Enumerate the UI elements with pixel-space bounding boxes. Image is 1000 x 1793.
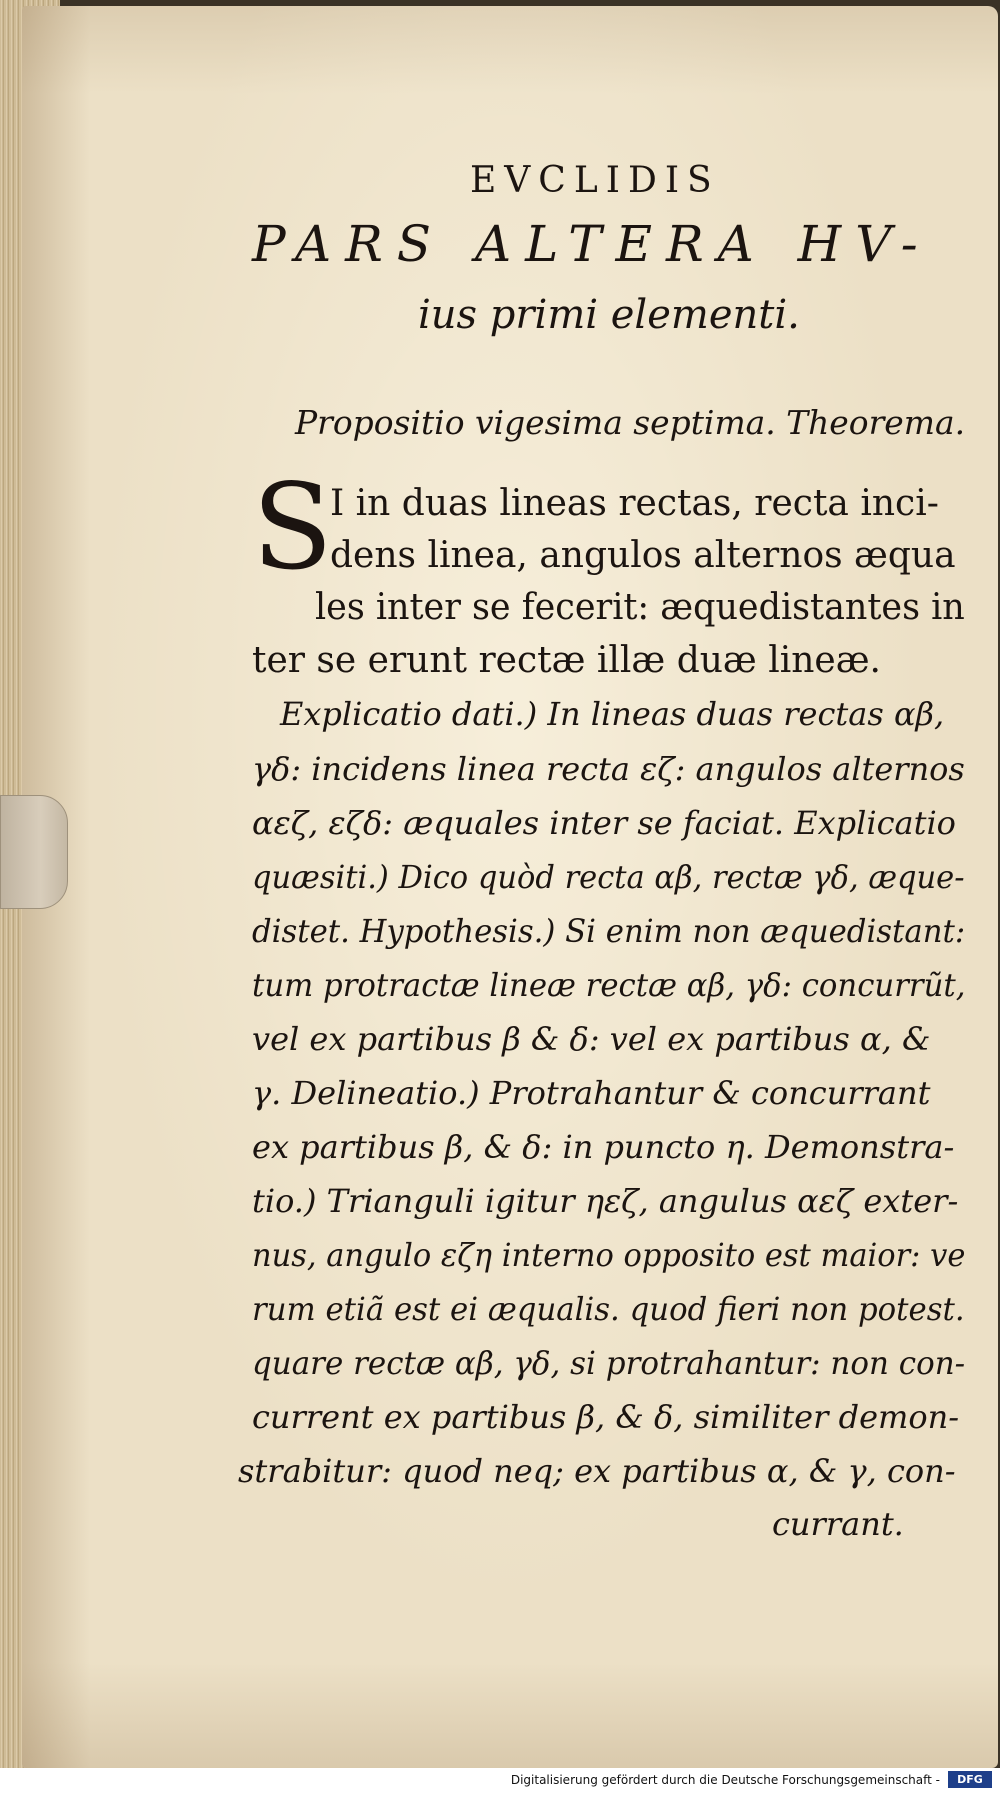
proposition-heading: Propositio vigesima septima. Theorema. [295,403,966,442]
enunciation-line: dens linea, angulos alternos æqua [330,535,956,576]
enunciation-line: ter se erunt rectæ illæ duæ lineæ. [252,640,881,681]
body-line: αεζ, εζδ: æquales inter se faciat. Explicatio [252,804,956,842]
body-line: ex partibus β, & δ: in puncto η. Demonstra- [252,1128,955,1166]
body-line: quæsiti.) Dico quòd recta αβ, rectæ γδ, æque- [252,858,965,896]
digitization-footer [0,1768,1000,1793]
body-line: current ex partibus β, & δ, similiter demon- [252,1398,960,1436]
running-header: EVCLIDIS [470,160,720,201]
section-title-line-1: PARS ALTERA HV- [252,215,932,273]
body-line: tio.) Trianguli igitur ηεζ, angulus αεζ exter- [252,1182,959,1220]
footer-credit: Digitalisierung gefördert durch die Deutsche Forschungsgemeinschaft - [510,1773,940,1787]
catchword: currant. [772,1505,904,1543]
body-line: quare rectæ αβ, γδ, si protrahantur: non con- [252,1344,966,1382]
body-line: tum protractæ lineæ rectæ αβ, γδ: concurrũt, [252,966,966,1004]
body-line: γδ: incidens linea recta εζ: angulos alternos [252,750,965,788]
body-line: distet. Hypothesis.) Si enim non æquedistant: [252,912,966,950]
enunciation-line: les inter se fecerit: æquedistantes in [315,587,965,628]
dfg-logo-icon: DFG [948,1771,992,1788]
body-line: γ. Delineatio.) Protrahantur & concurrant [252,1074,931,1112]
enunciation-line: I in duas lineas rectas, recta inci- [330,483,939,524]
body-line: rum etiã est ei æqualis. quod fieri non potest. [252,1290,965,1328]
drop-cap: S [252,458,333,596]
section-title-line-2: ius primi elementi. [418,292,800,338]
body-line: nus, angulo εζη interno opposito est maior: ve [252,1236,966,1274]
body-line: vel ex partibus β & δ: vel ex partibus α, & [252,1020,931,1058]
body-line: strabitur: quod neq; ex partibus α, & γ, con- [238,1452,956,1490]
body-line: Explicatio dati.) In lineas duas rectas αβ, [280,695,945,733]
